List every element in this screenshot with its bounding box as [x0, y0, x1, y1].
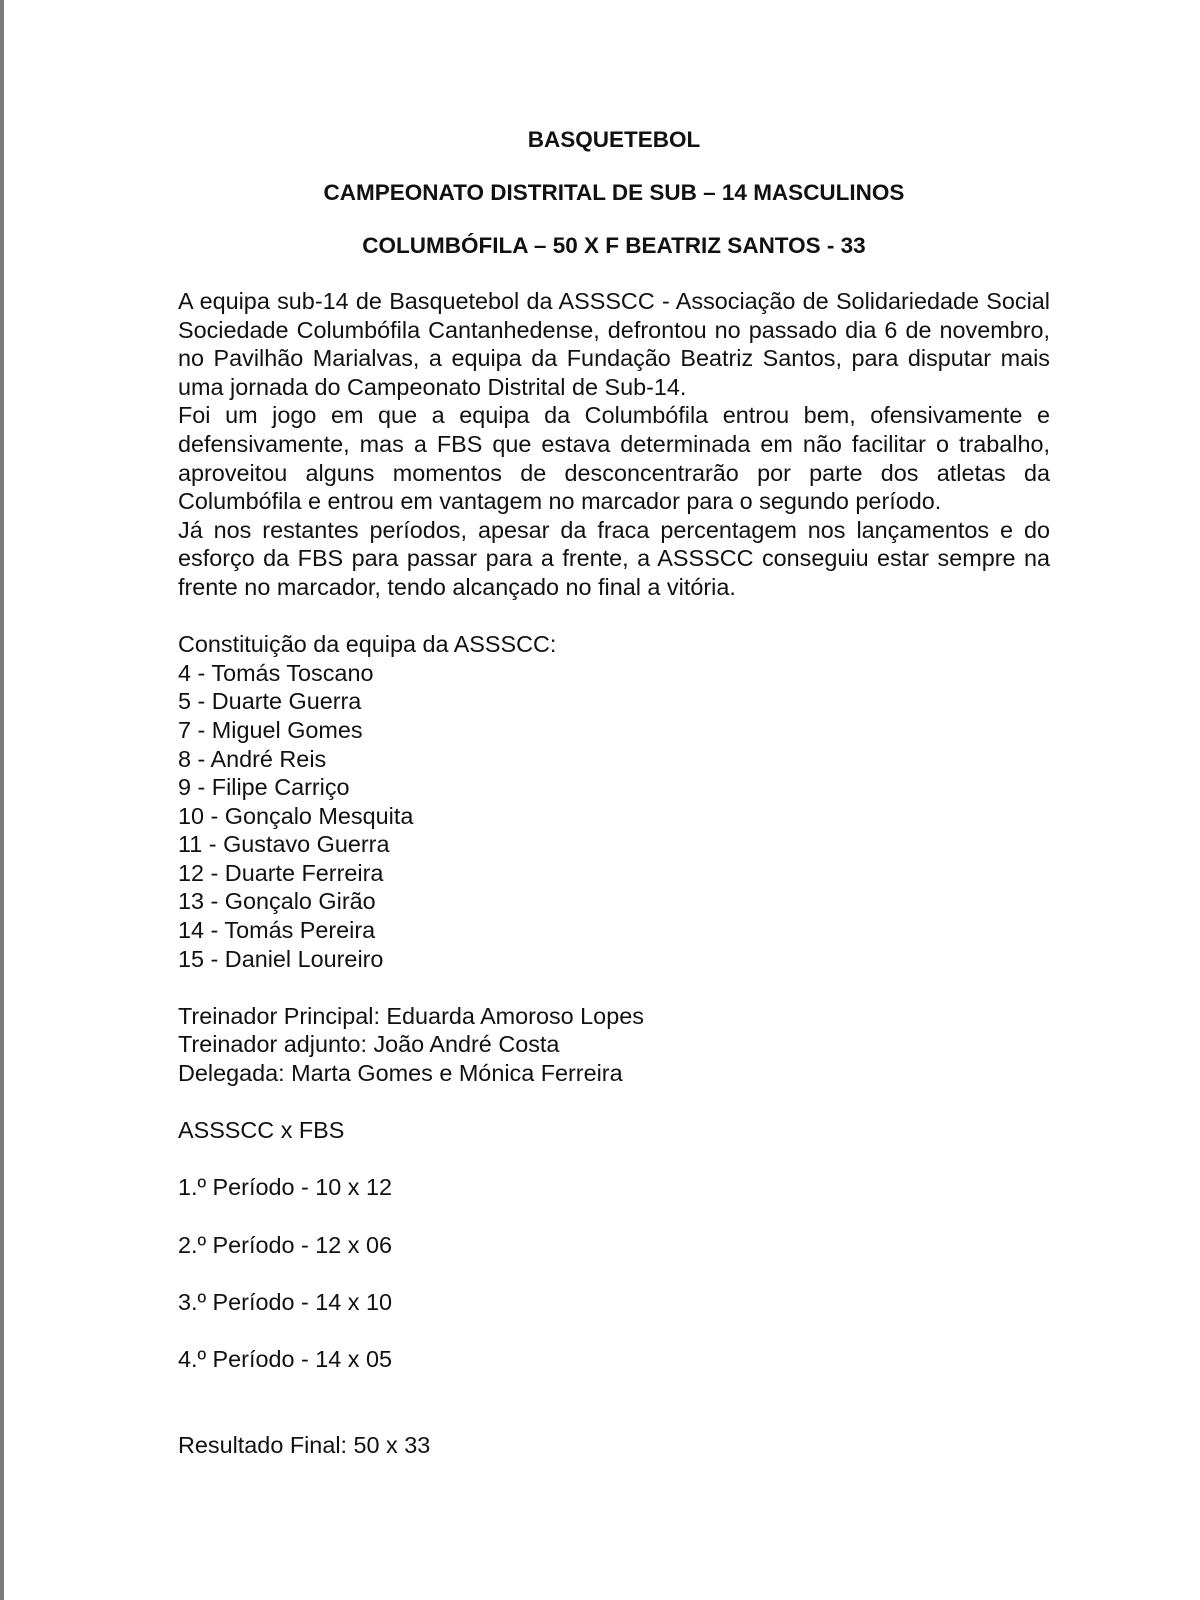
- roster-player: 10 - Gonçalo Mesquita: [178, 802, 414, 829]
- spacer: [178, 1316, 1050, 1345]
- head-coach: Treinador Principal: Eduarda Amoroso Lopes: [178, 1002, 644, 1029]
- roster-list: [178, 659, 1050, 974]
- article-body: [178, 287, 1050, 1459]
- spacer: [178, 1402, 1050, 1431]
- spacer: [178, 602, 1050, 631]
- final-score: Resultado Final: 50 x 33: [178, 1431, 431, 1458]
- score-period-4: 4.º Período - 14 x 05: [178, 1345, 392, 1372]
- assistant-coach: Treinador adjunto: João André Costa: [178, 1031, 560, 1058]
- score-period-1: 1.º Período - 10 x 12: [178, 1174, 392, 1201]
- paragraph-game: Foi um jogo em que a equipa da Columbófila entrou bem, ofensivamente e defensivamente, mas a FBS que estava determinada em não facilitar o trabalho, aproveitou alguns momentos de desconcentrarão por parte dos atletas da Columbófila e entrou em vantagem no marcador para o segundo período.: [178, 402, 1050, 515]
- roster-player: 14 - Tomás Pereira: [178, 917, 376, 944]
- paragraph-intro: A equipa sub-14 de Basquetebol da ASSSCC - Associação de Solidariedade Social Sociedade Columbófila Cantanhedense, defrontou no passado dia 6 de novembro, no Pavilhão Marialvas, a equipa da Fundação Beatriz Santos, para disputar mais uma jornada do Campeonato Distrital de Sub-14.: [178, 288, 1050, 400]
- spacer: [178, 1088, 1050, 1117]
- roster-player: 11 - Gustavo Guerra: [178, 831, 390, 858]
- delegate: Delegada: Marta Gomes e Mónica Ferreira: [178, 1060, 623, 1087]
- roster-player: 13 - Gonçalo Girão: [178, 888, 376, 915]
- score-period-2: 2.º Período - 12 x 06: [178, 1231, 392, 1258]
- spacer: [178, 1374, 1050, 1403]
- score-period-3: 3.º Período - 14 x 10: [178, 1288, 392, 1315]
- spacer: [178, 1259, 1050, 1288]
- paragraph-outcome: Já nos restantes períodos, apesar da fraca percentagem nos lançamentos e do esforço da FBS para passar para a frente, a ASSSCC conseguiu estar sempre na frente no marcador, tendo alcançado no final a vitória.: [178, 516, 1050, 600]
- spacer: [178, 973, 1050, 1002]
- heading-sport: BASQUETEBOL: [527, 127, 701, 152]
- roster-player: 15 - Daniel Loureiro: [178, 945, 384, 972]
- roster-player: 8 - André Reis: [178, 745, 327, 772]
- roster-title: Constituição da equipa da ASSSCC:: [178, 631, 557, 658]
- score-matchup: ASSSCC x FBS: [178, 1117, 345, 1144]
- roster-player: 5 - Duarte Guerra: [178, 688, 362, 715]
- roster-player: 4 - Tomás Toscano: [178, 659, 374, 686]
- heading-competition: CAMPEONATO DISTRITAL DE SUB – 14 MASCULINOS: [323, 180, 905, 205]
- roster-player: 9 - Filipe Carriço: [178, 774, 350, 801]
- left-border: [0, 0, 4, 1600]
- roster-player: 12 - Duarte Ferreira: [178, 859, 384, 886]
- spacer: [178, 1202, 1050, 1231]
- spacer: [178, 1145, 1050, 1174]
- heading-match-result: COLUMBÓFILA – 50 X F BEATRIZ SANTOS - 33: [362, 233, 866, 258]
- roster-player: 7 - Miguel Gomes: [178, 716, 363, 743]
